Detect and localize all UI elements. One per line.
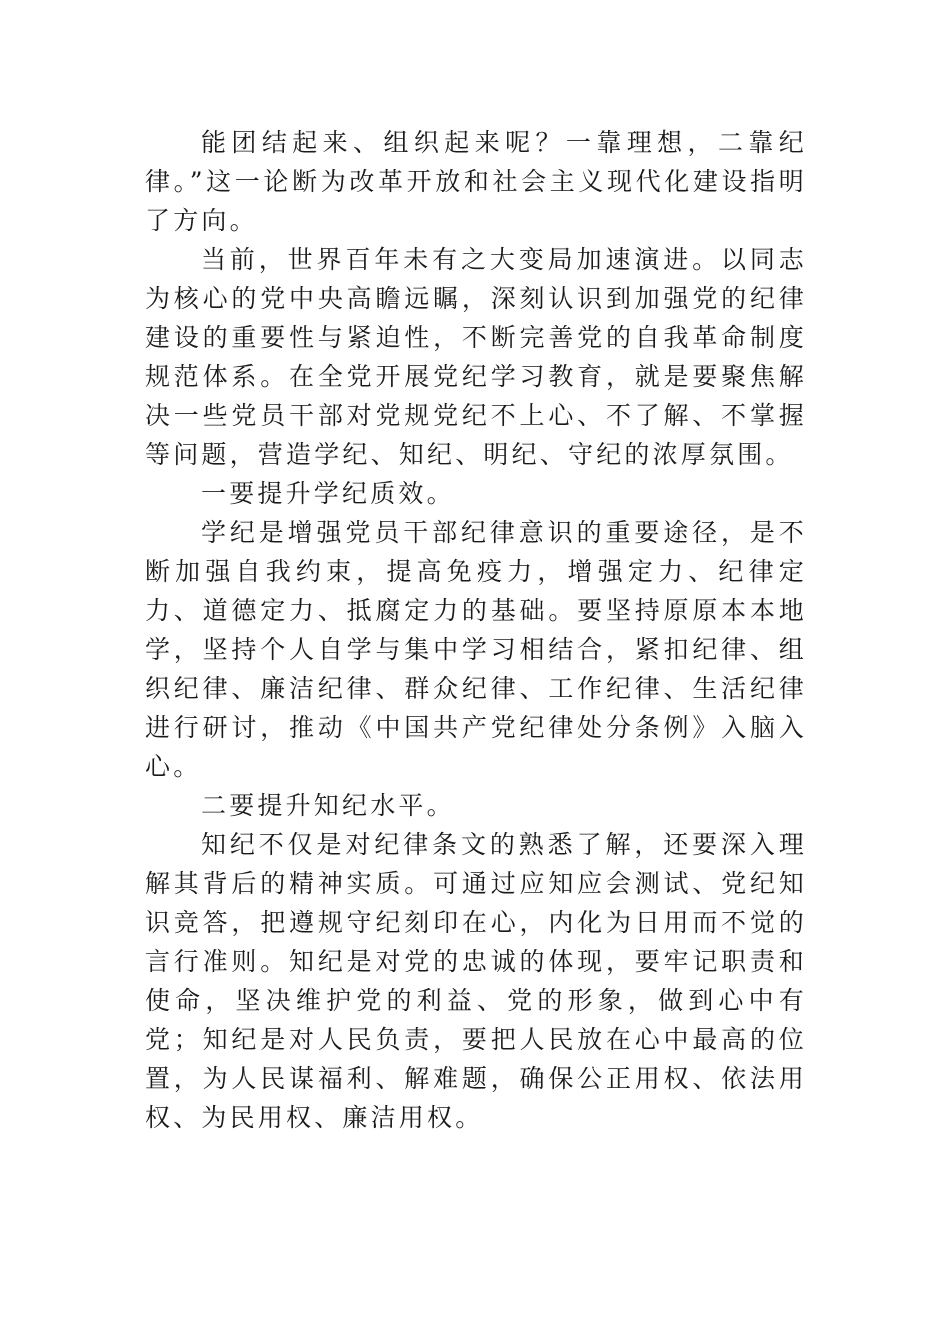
section-heading-know: 二要提升知纪水平。 (201, 791, 455, 820)
section-heading-study: 一要提升学纪质效。 (201, 479, 455, 508)
paragraph-current-situation: 当前，世界百年未有之大变局加速演进。以同志为核心的党中央高瞻远瞩，深刻认识到加强党的纪律建设的重要性与紧迫性，不断完善党的自我革命制度规范体系。在全党开展党纪学习教育，就是要聚焦解决一些党员干部对党规党纪不上心、不了解、不掌握等问题，营造学纪、知纪、明纪、守纪的浓厚氛围。 (145, 245, 807, 469)
paragraph-study-discipline: 学纪是增强党员干部纪律意识的重要途径，是不断加强自我约束，提高免疫力，增强定力、纪律定力、道德定力、抵腐定力的基础。要坚持原原本本地学，坚持个人自学与集中学习相结合，紧扣纪律、组织纪律、廉洁纪律、群众纪律、工作纪律、生活纪律进行研讨，推动《中国共产党纪律处分条例》入脑入心。 (145, 518, 807, 781)
paragraph-know-discipline: 知纪不仅是对纪律条文的熟悉了解，还要深入理解其背后的精神实质。可通过应知应会测试、党纪知识竞答，把遵规守纪刻印在心，内化为日用而不觉的言行准则。知纪是对党的忠诚的体现，要牢记职责和使命，坚决维护党的利益、党的形象，做到心中有党；知纪是对人民负责，要把人民放在心中最高的位置，为人民谋福利、解难题，确保公正用权、依法用权、为民用权、廉洁用权。 (145, 830, 807, 1132)
document-body (145, 123, 807, 1137)
paragraph-continuation: 能团结起来、组织起来呢？一靠理想，二靠纪律。”这一论断为改革开放和社会主义现代化建设指明了方向。 (145, 128, 807, 235)
